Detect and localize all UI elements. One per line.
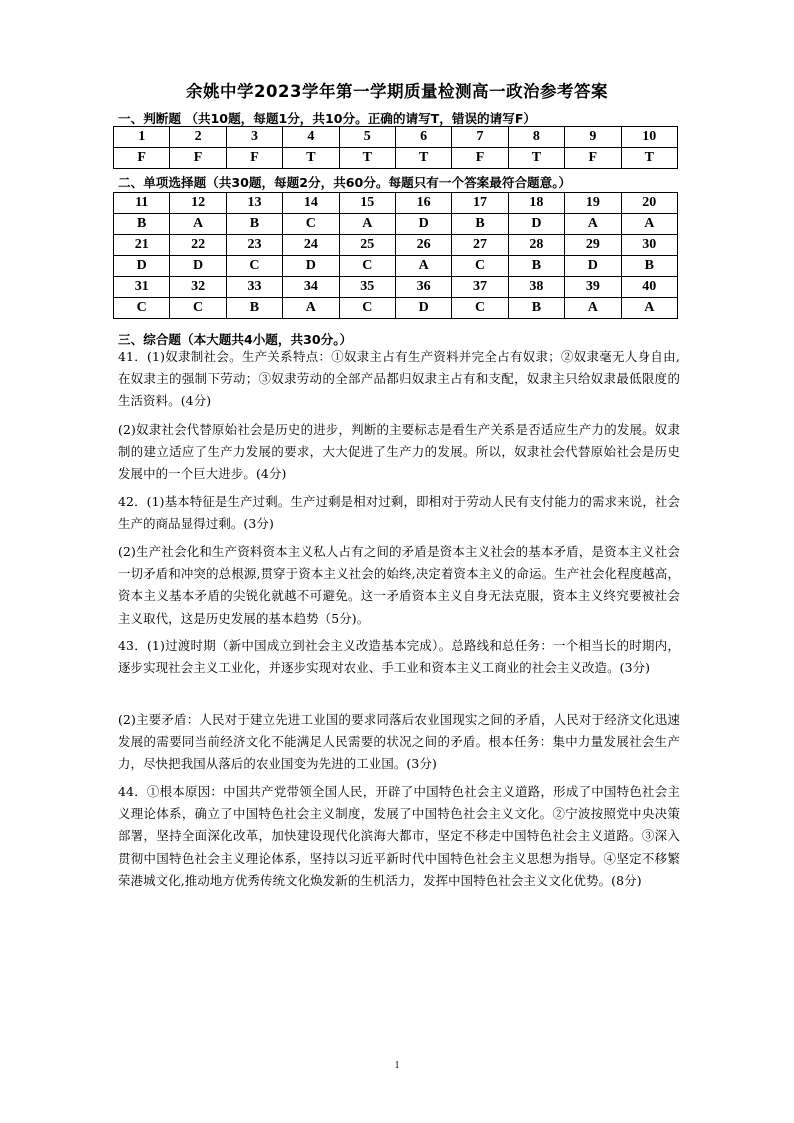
question-number: 4 [283, 127, 339, 148]
answer-cell: A [565, 214, 621, 235]
table-row [114, 256, 678, 277]
true-false-answer-table [113, 126, 678, 169]
answer-cell: F [226, 148, 282, 169]
answer-cell: D [283, 256, 339, 277]
question-number: 35 [339, 277, 395, 298]
question-number: 19 [565, 193, 621, 214]
question-number: 12 [170, 193, 226, 214]
answer-cell: A [565, 298, 621, 319]
table-row [114, 277, 678, 298]
answer-paragraph-41-2: (2)奴隶社会代替原始社会是历史的进步，判断的主要标志是看生产关系是否适应生产力的发展。奴隶制的建立适应了生产力发展的要求，大大促进了生产力的发展。所以，奴隶社会代替原始社会是历史发展中的一个巨大进步。(4分) [118, 422, 680, 482]
answer-cell: B [508, 256, 564, 277]
question-number: 39 [565, 277, 621, 298]
answer-cell: F [114, 148, 170, 169]
question-number: 8 [508, 127, 564, 148]
answer-cell: C [339, 256, 395, 277]
question-number: 36 [395, 277, 451, 298]
answer-cell: C [226, 256, 282, 277]
question-number: 31 [114, 277, 170, 298]
answer-cell: D [395, 298, 451, 319]
answer-paragraph-43-1: 43．(1)过渡时期（新中国成立到社会主义改造基本完成）。总路线和总任务：一个相当长的时期内，逐步实现社会主义工业化，并逐步实现对农业、手工业和资本主义工商业的社会主义改造。(3分) [118, 638, 680, 676]
question-number: 38 [508, 277, 564, 298]
answer-cell: C [452, 256, 508, 277]
section2-heading: 二、单项选择题（共30题，每题2分，共60分。每题只有一个答案最符合题意。） [118, 175, 572, 190]
answer-cell: B [226, 214, 282, 235]
answer-cell: T [283, 148, 339, 169]
answer-paragraph-42-1: 42．(1)基本特征是生产过剩。生产过剩是相对过剩，即相对于劳动人民有支付能力的需求来说，社会生产的商品显得过剩。(3分) [118, 494, 680, 532]
table-row [114, 235, 678, 256]
question-number: 2 [170, 127, 226, 148]
answer-cell: T [339, 148, 395, 169]
question-number: 11 [114, 193, 170, 214]
answer-cell: B [621, 256, 677, 277]
answer-cell: D [170, 256, 226, 277]
question-number: 17 [452, 193, 508, 214]
answer-cell: A [170, 214, 226, 235]
answer-cell: T [395, 148, 451, 169]
answer-cell: A [283, 298, 339, 319]
question-number: 26 [395, 235, 451, 256]
answer-paragraph-41-1: 41．(1)奴隶制社会。生产关系特点：①奴隶主占有生产资料并完全占有奴隶；②奴隶毫无人身自由,在奴隶主的强制下劳动；③奴隶劳动的全部产品都归奴隶主占有和支配，奴隶主只给奴隶最低限度的生活资料。(4分) [118, 349, 680, 409]
question-number: 34 [283, 277, 339, 298]
question-number: 5 [339, 127, 395, 148]
answer-cell: D [114, 256, 170, 277]
section1-heading: 一、判断题 （共10题，每题1分，共10分。正确的请写T，错误的请写F） [118, 111, 537, 126]
table-row [114, 193, 678, 214]
question-number: 28 [508, 235, 564, 256]
question-number: 33 [226, 277, 282, 298]
answer-cell: A [395, 256, 451, 277]
answer-cell: T [508, 148, 564, 169]
question-number: 15 [339, 193, 395, 214]
question-number: 30 [621, 235, 677, 256]
question-number: 18 [508, 193, 564, 214]
answer-cell: C [170, 298, 226, 319]
answer-cell: F [565, 148, 621, 169]
question-number: 23 [226, 235, 282, 256]
question-number: 32 [170, 277, 226, 298]
question-number: 10 [621, 127, 677, 148]
answer-cell: D [395, 214, 451, 235]
answer-cell: D [508, 214, 564, 235]
answer-cell: C [339, 298, 395, 319]
multiple-choice-answer-table [113, 192, 678, 319]
answer-cell: A [621, 298, 677, 319]
answer-cell: B [226, 298, 282, 319]
question-number: 20 [621, 193, 677, 214]
question-number: 24 [283, 235, 339, 256]
answer-cell: C [114, 298, 170, 319]
table-row [114, 148, 678, 169]
page-number: 1 [394, 1060, 400, 1071]
question-number: 14 [283, 193, 339, 214]
question-number: 13 [226, 193, 282, 214]
question-number: 22 [170, 235, 226, 256]
section3-heading: 三、综合题（本大题共4小题，共30分。） [118, 332, 353, 347]
answer-cell: T [621, 148, 677, 169]
document-title: 余姚中学2023学年第一学期质量检测高一政治参考答案 [186, 82, 608, 101]
answer-paragraph-44: 44．①根本原因：中国共产党带领全国人民，开辟了中国特色社会主义道路，形成了中国特色社会主义理论体系，确立了中国特色社会主义制度，发展了中国特色社会主义文化。②宁波按照党中央决策部署，坚持全面深化改革，加快建设现代化滨海大都市，坚定不移走中国特色社会主义道路。③深入贯彻中国特色社会主义理论体系，坚持以习近平新时代中国特色社会主义思想为指导。④坚定不移繁荣港城文化,推动地方优秀传统文化焕发新的生机活力，发挥中国特色社会主义文化优势。(8分) [118, 784, 680, 888]
question-number: 6 [395, 127, 451, 148]
table-row [114, 298, 678, 319]
answer-cell: A [339, 214, 395, 235]
question-number: 9 [565, 127, 621, 148]
answer-cell: D [565, 256, 621, 277]
answer-cell: B [508, 298, 564, 319]
question-number: 21 [114, 235, 170, 256]
question-number: 27 [452, 235, 508, 256]
question-number: 1 [114, 127, 170, 148]
answer-cell: C [283, 214, 339, 235]
answer-paragraph-42-2: (2)生产社会化和生产资料资本主义私人占有之间的矛盾是资本主义社会的基本矛盾，是资本主义社会一切矛盾和冲突的总根源,贯穿于资本主义社会的始终,决定着资本主义的命运。生产社会化程度越高，资本主义基本矛盾的尖锐化就越不可避免。这一矛盾资本主义自身无法克服，资本主义终究要被社会主义取代，这是历史发展的基本趋势（5分)。 [118, 544, 680, 626]
answer-cell: B [114, 214, 170, 235]
answer-paragraph-43-2: (2)主要矛盾：人民对于建立先进工业国的要求同落后农业国现实之间的矛盾，人民对于经济文化迅速发展的需要同当前经济文化不能满足人民需要的状况之间的矛盾。根本任务：集中力量发展社会生产力，尽快把我国从落后的农业国变为先进的工业国。(3分) [118, 712, 680, 772]
question-number: 29 [565, 235, 621, 256]
answer-cell: F [170, 148, 226, 169]
question-number: 7 [452, 127, 508, 148]
question-number: 16 [395, 193, 451, 214]
answer-cell: C [452, 298, 508, 319]
table-row [114, 127, 678, 148]
answer-cell: B [452, 214, 508, 235]
question-number: 40 [621, 277, 677, 298]
question-number: 37 [452, 277, 508, 298]
question-number: 3 [226, 127, 282, 148]
answer-cell: A [621, 214, 677, 235]
answer-cell: F [452, 148, 508, 169]
question-number: 25 [339, 235, 395, 256]
table-row [114, 214, 678, 235]
